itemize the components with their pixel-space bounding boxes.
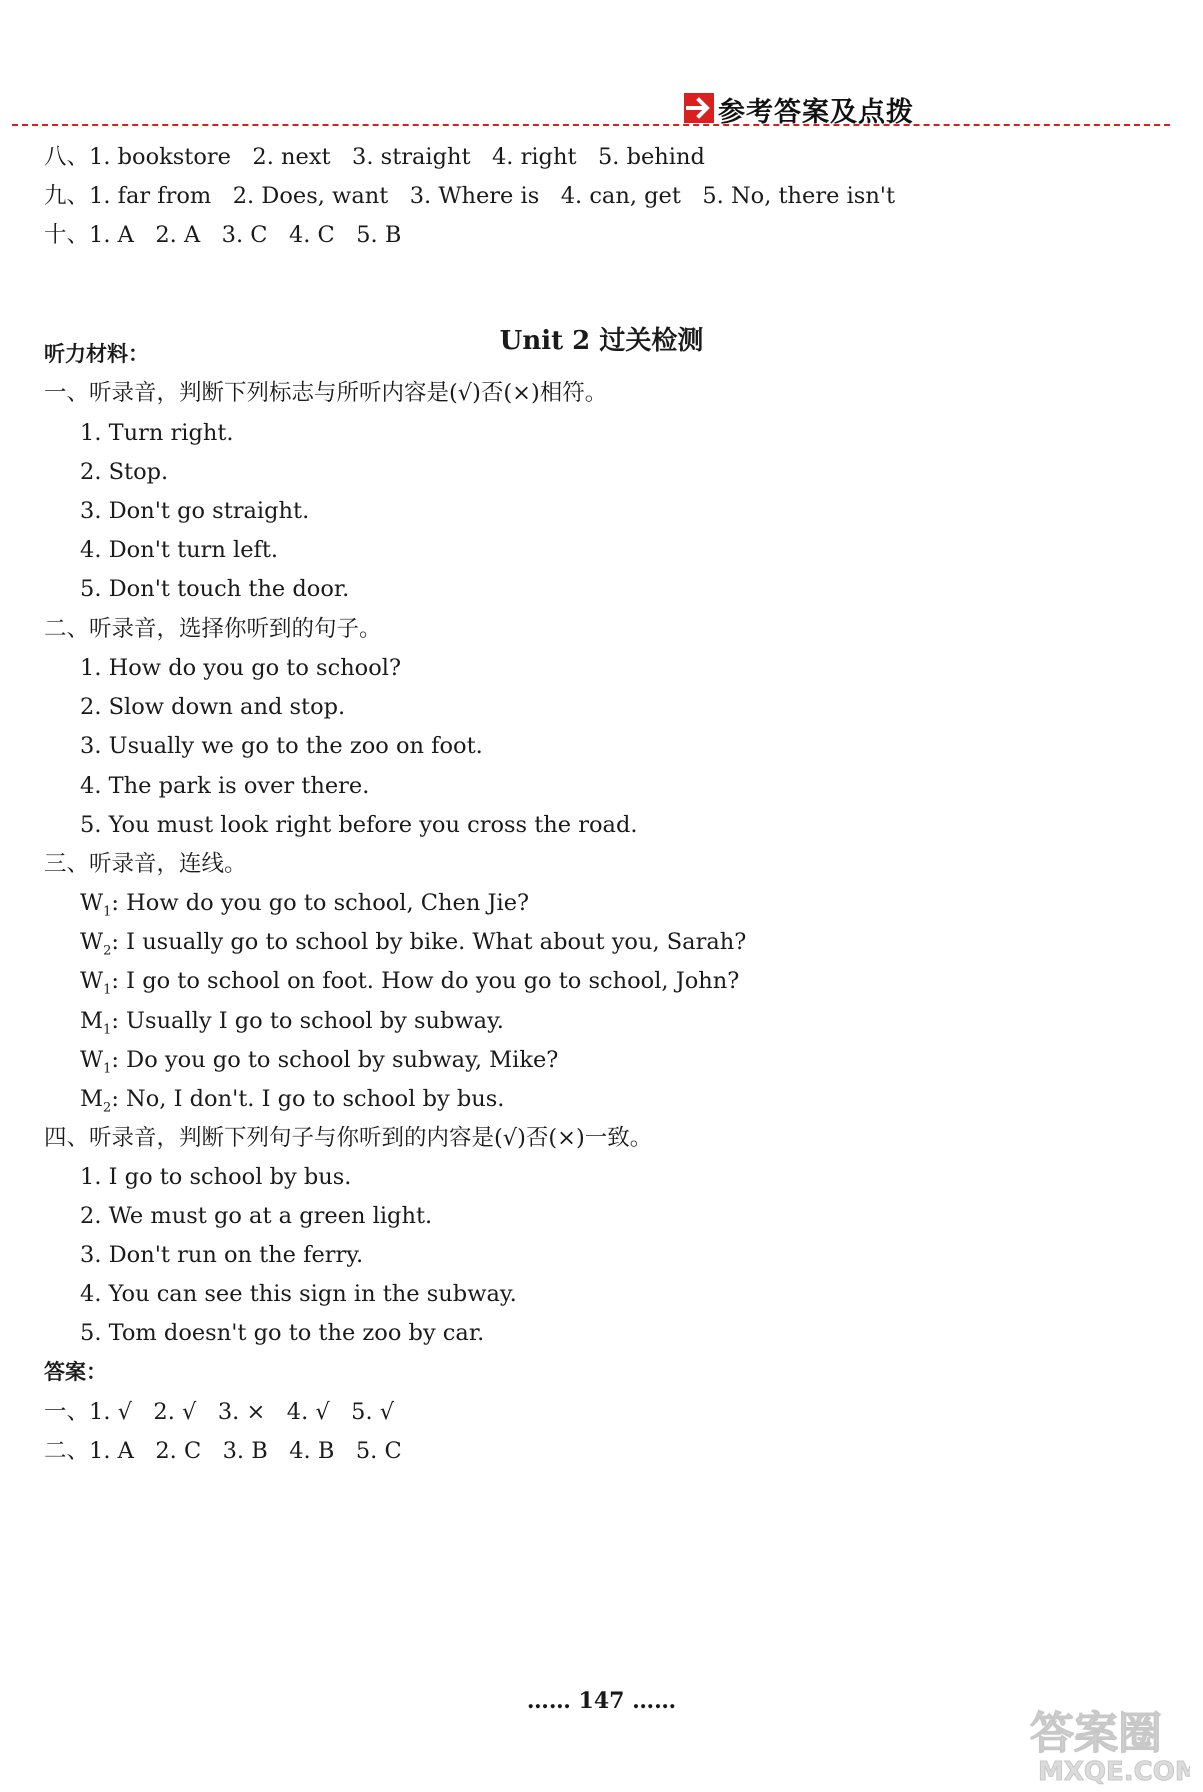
list-item: 5. Tom doesn't go to the zoo by car. xyxy=(80,1320,485,1346)
dialogue-text: : I usually go to school by bike. What about you, Sarah? xyxy=(111,929,747,955)
svg-text:答案圈: 答案圈 xyxy=(1030,1708,1162,1759)
list-item: 2. We must go at a green light. xyxy=(80,1203,433,1229)
listening-label: 听力材料： xyxy=(44,342,149,366)
page-header xyxy=(0,0,1203,140)
section2-heading: 二、听录音，选择你听到的句子。 xyxy=(44,616,382,642)
speaker-number: 1 xyxy=(103,1061,112,1077)
svg-text:MXQE.COM: MXQE.COM xyxy=(1038,1757,1190,1786)
list-item: 5. Don't touch the door. xyxy=(80,576,350,602)
dialogue-text: : How do you go to school, Chen Jie? xyxy=(111,890,530,916)
speaker: M xyxy=(80,1008,104,1034)
unit-title: Unit 2 过关检测 xyxy=(499,326,704,356)
list-item: 1. Turn right. xyxy=(80,420,234,446)
speaker-number: 2 xyxy=(103,1100,112,1116)
list-item: 1. I go to school by bus. xyxy=(80,1164,352,1190)
speaker: W xyxy=(80,890,104,916)
list-item: 4. The park is over there. xyxy=(80,773,370,799)
header-title: 参考答案及点拨 xyxy=(718,97,914,128)
list-item: 1. How do you go to school? xyxy=(80,655,402,681)
dialogue-text: : Usually I go to school by subway. xyxy=(111,1008,504,1034)
list-item: 4. Don't turn left. xyxy=(80,537,279,563)
list-item: 2. Slow down and stop. xyxy=(80,694,346,720)
dialogue-line xyxy=(80,970,739,997)
section4-heading: 四、听录音，判断下列句子与你听到的内容是(√)否(×)一致。 xyxy=(44,1125,653,1151)
dialogue-text: : I go to school on foot. How do you go to school, John? xyxy=(111,968,740,994)
dialogue-text: : Do you go to school by subway, Mike? xyxy=(111,1047,559,1073)
answer-line-2: 二、1. A 2. C 3. B 4. B 5. C xyxy=(44,1438,402,1464)
arrow-right-icon xyxy=(684,93,714,123)
header-divider xyxy=(12,124,1170,126)
speaker-number: 1 xyxy=(103,982,112,998)
speaker-number: 1 xyxy=(103,904,112,920)
list-item: 4. You can see this sign in the subway. xyxy=(80,1281,517,1307)
list-item: 3. Don't run on the ferry. xyxy=(80,1242,364,1268)
answer-line-10: 十、1. A 2. A 3. C 4. C 5. B xyxy=(44,222,402,248)
answer-line-1: 一、1. √ 2. √ 3. × 4. √ 5. √ xyxy=(44,1399,395,1425)
dialogue-line xyxy=(80,1010,504,1037)
speaker: W xyxy=(80,1047,104,1073)
section1-heading: 一、听录音，判断下列标志与所听内容是(√)否(×)相符。 xyxy=(44,380,608,406)
speaker: M xyxy=(80,1086,104,1112)
dialogue-line xyxy=(80,1049,558,1076)
speaker-number: 2 xyxy=(103,943,112,959)
section3-heading: 三、听录音，连线。 xyxy=(44,851,247,877)
answer-line-8: 八、1. bookstore 2. next 3. straight 4. right 5. behind xyxy=(44,144,705,170)
answers-label: 答案： xyxy=(44,1360,107,1384)
speaker-number: 1 xyxy=(103,1022,112,1038)
list-item: 5. You must look right before you cross the road. xyxy=(80,812,638,838)
dialogue-line xyxy=(80,892,529,919)
speaker: W xyxy=(80,968,104,994)
dialogue-line xyxy=(80,1088,504,1115)
list-item: 2. Stop. xyxy=(80,459,169,485)
speaker: W xyxy=(80,929,104,955)
answer-line-9: 九、1. far from 2. Does, want 3. Where is 4. can, get 5. No, there isn't xyxy=(44,183,896,209)
list-item: 3. Don't go straight. xyxy=(80,498,310,524)
list-item: 3. Usually we go to the zoo on foot. xyxy=(80,733,483,759)
dialogue-line xyxy=(80,931,746,958)
dialogue-text: : No, I don't. I go to school by bus. xyxy=(111,1086,505,1112)
watermark-icon xyxy=(1020,1700,1190,1786)
page-number: …… 147 …… xyxy=(526,1688,677,1714)
watermark-logo xyxy=(1020,1700,1190,1786)
